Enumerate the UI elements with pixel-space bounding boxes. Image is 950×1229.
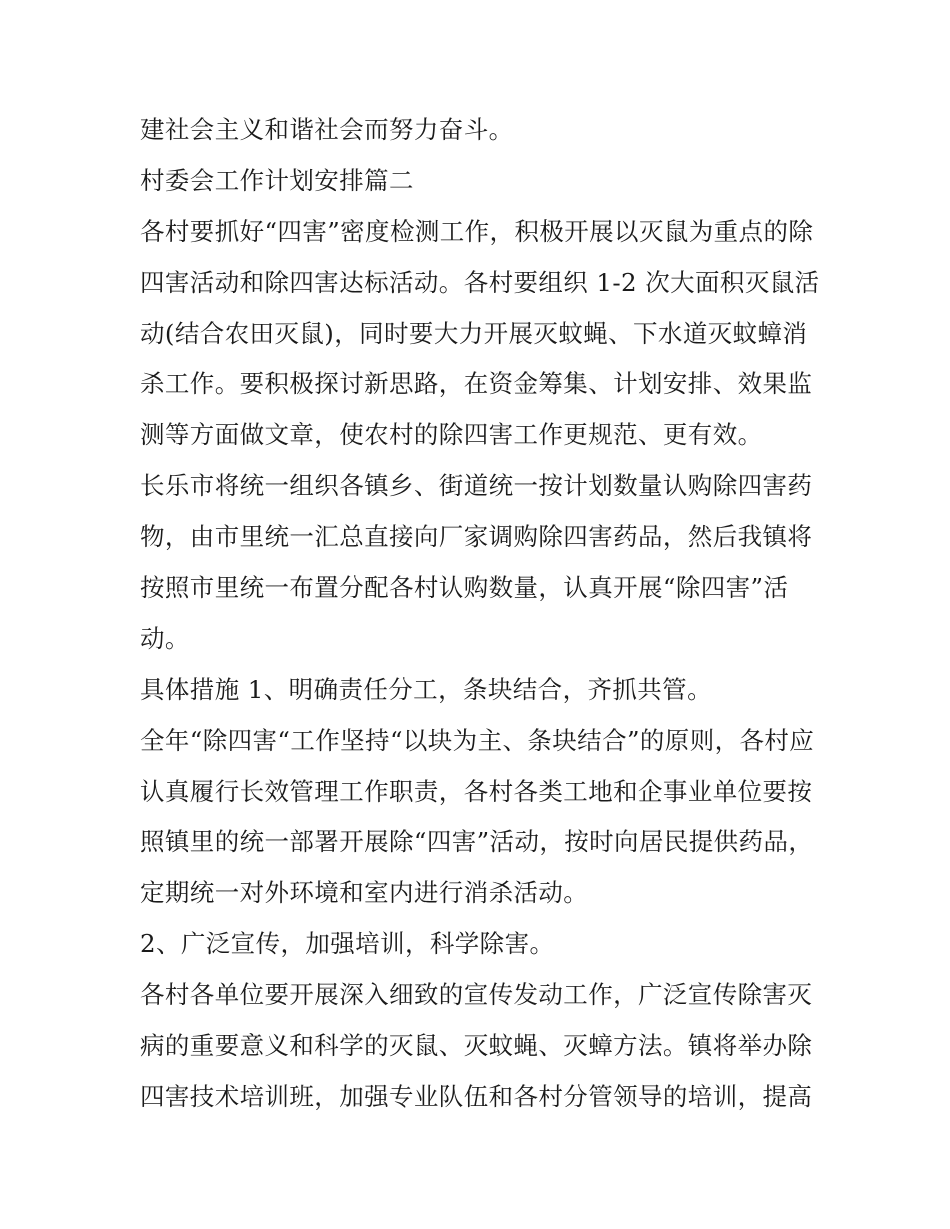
- document-body: [140, 105, 820, 1123]
- section-heading: 村委会工作计划安排篇二: [140, 165, 414, 195]
- text-line: 认真履行长效管理工作职责，各村各类工地和企事业单位要按: [140, 776, 813, 806]
- text-line: 定期统一对外环境和室内进行消杀活动。: [140, 878, 589, 908]
- text-line: 全年“除四害“工作坚持“以块为主、条块结合”的原则，各村应: [140, 725, 815, 755]
- text-line: 测等方面做文章，使农村的除四害工作更规范、更有效。: [140, 420, 763, 450]
- text-line: 四害技术培训班，加强专业队伍和各村分管领导的培训，提高: [140, 1081, 813, 1111]
- text-line: 物，由市里统一汇总直接向厂家调购除四害药品，然后我镇将: [140, 522, 813, 552]
- text-line: 长乐市将统一组织各镇乡、街道统一按计划数量认购除四害药: [140, 471, 813, 501]
- text-line: 四害活动和除四害达标活动。各村要组织 1-2 次大面积灭鼠活: [140, 267, 820, 297]
- text-line: 各村各单位要开展深入细致的宣传发动工作，广泛宣传除害灭: [140, 980, 813, 1010]
- text-line: 各村要抓好“四害”密度检测工作，积极开展以灭鼠为重点的除: [140, 216, 814, 246]
- text-line: 杀工作。要积极探讨新思路，在资金筹集、计划安排、效果监: [140, 369, 813, 399]
- measure-heading: 2、广泛宣传，加强培训，科学除害。: [140, 929, 555, 959]
- measure-heading: 具体措施 1、明确责任分工，条块结合，齐抓共管。: [140, 674, 712, 704]
- text-line: 动(结合农田灭鼠)，同时要大力开展灭蚊蝇、下水道灭蚊蟑消: [140, 318, 808, 348]
- text-line: 病的重要意义和科学的灭鼠、灭蚊蝇、灭蟑方法。镇将举办除: [140, 1031, 813, 1061]
- text-line: 建社会主义和谐社会而努力奋斗。: [140, 115, 514, 144]
- text-line: 照镇里的统一部署开展除“四害”活动，按时向居民提供药品，: [140, 827, 814, 857]
- text-line: 按照市里统一布置分配各村认购数量，认真开展“除四害”活: [140, 573, 789, 603]
- text-line: 动。: [140, 623, 190, 653]
